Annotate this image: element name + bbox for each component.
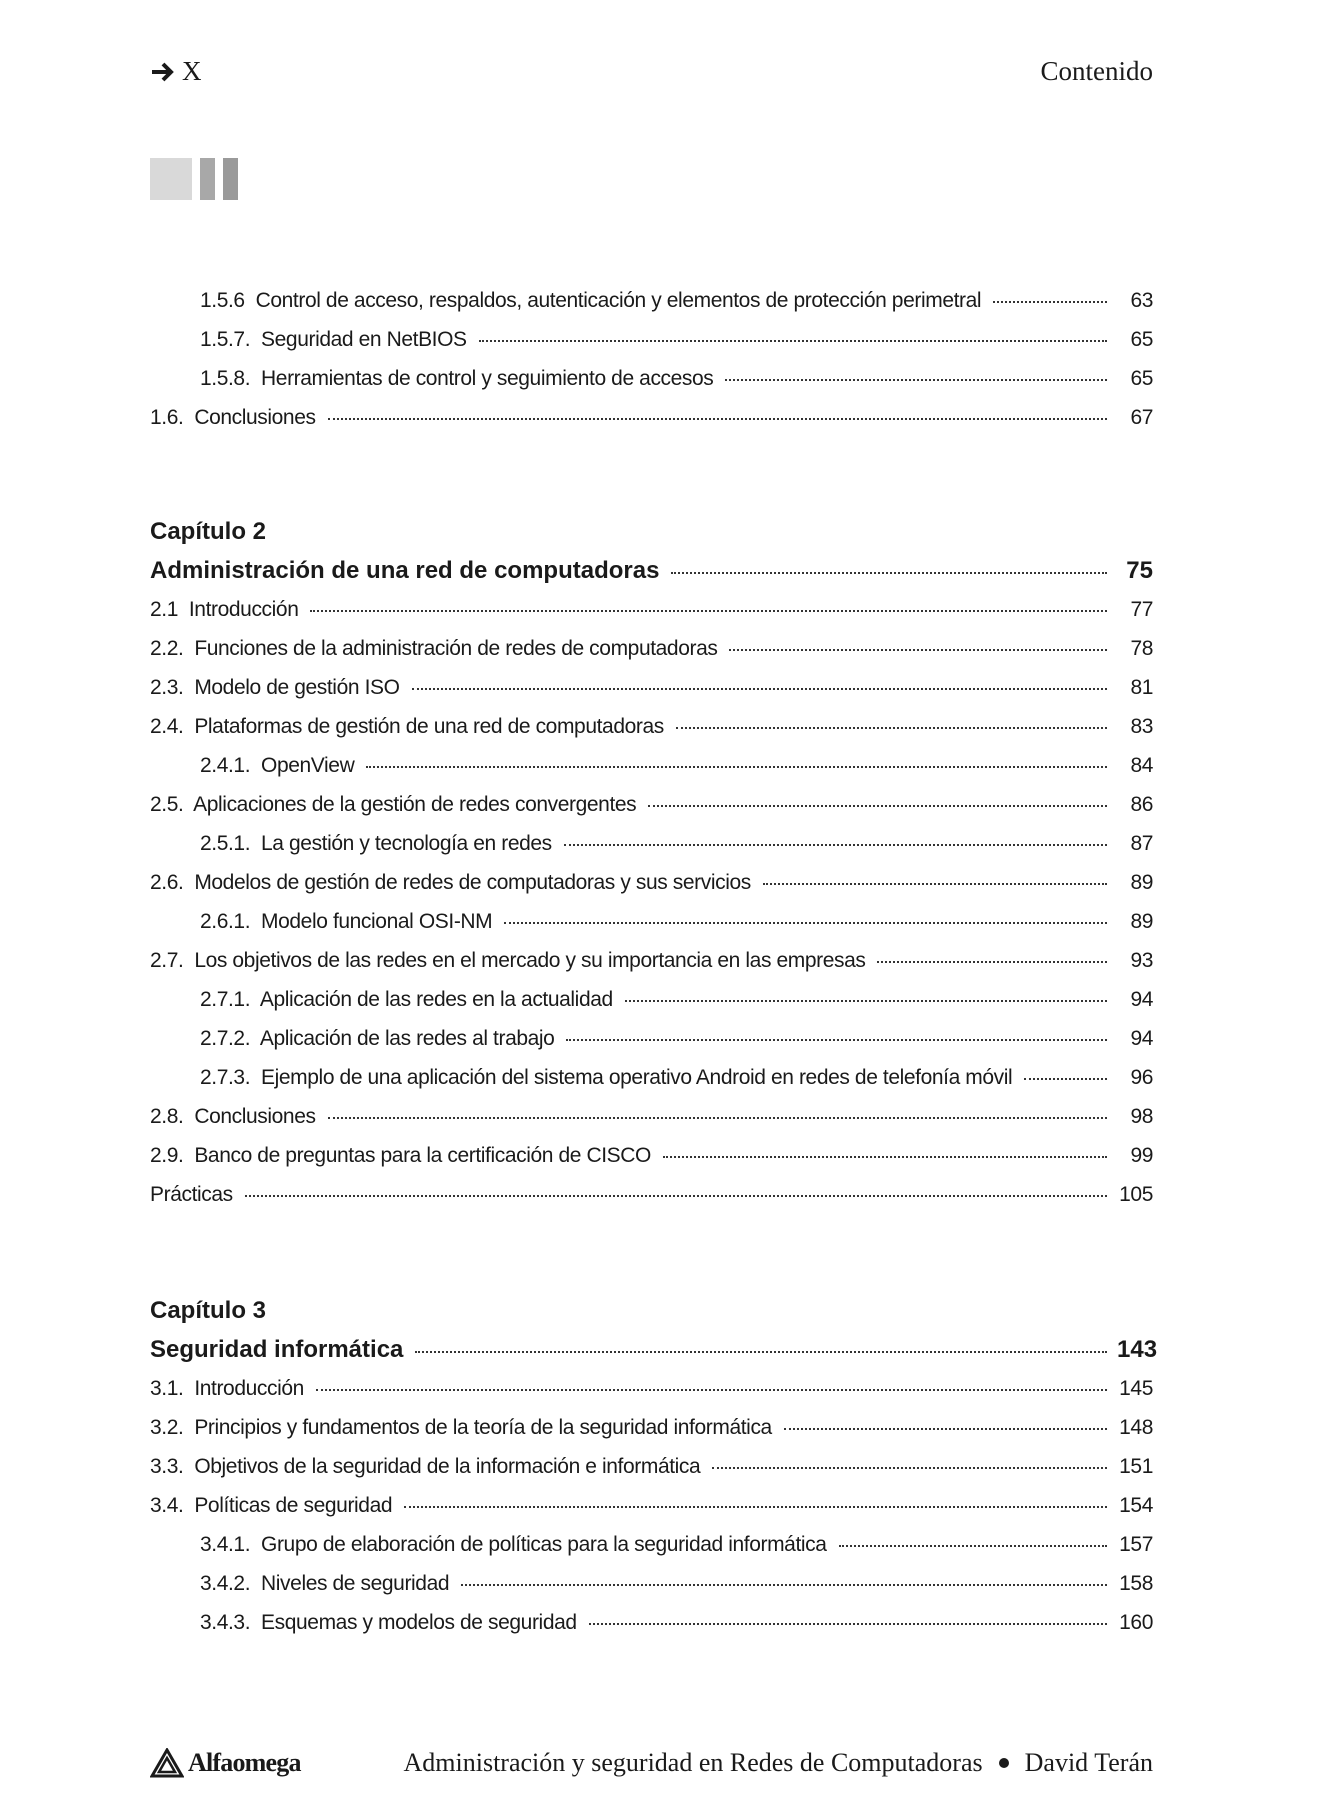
toc-entry-text: Plataformas de gestión de una red de computadoras [194, 715, 664, 738]
toc-continued-section [150, 281, 1153, 437]
toc-entry-title [150, 629, 717, 668]
toc-entry-text: Niveles de seguridad [261, 1572, 450, 1595]
toc-entry-text: Herramientas de control y seguimiento de accesos [261, 367, 714, 390]
toc-entry-number: 2.7.3. [200, 1066, 251, 1089]
toc-entry-number: 1.5.8. [200, 367, 251, 390]
toc-page-number: 75 [1126, 557, 1153, 584]
dot-leader [245, 1195, 1107, 1197]
dot-leader [366, 766, 1107, 768]
toc-entry [150, 320, 1153, 359]
toc-entry-title [150, 1330, 403, 1369]
page-footer [150, 1748, 1153, 1784]
toc-entry-title [150, 1408, 772, 1447]
toc-page-number: 81 [1130, 676, 1153, 699]
toc-entry-number: 2.5.1. [200, 832, 251, 855]
toc-entry-text: Banco de preguntas para la certificación de CISCO [194, 1144, 651, 1167]
toc-entry-text: OpenView [261, 754, 355, 777]
dot-leader [625, 1000, 1107, 1002]
toc-entry-title [200, 1019, 554, 1058]
publisher-logo [150, 1748, 301, 1778]
toc-page-number: 154 [1119, 1494, 1153, 1517]
dot-leader [328, 1117, 1107, 1119]
toc-page-number: 84 [1130, 754, 1153, 777]
toc-page-number: 94 [1130, 988, 1153, 1011]
toc-entry-number: 3.4.1. [200, 1533, 251, 1556]
dot-leader [504, 922, 1107, 924]
toc-entry-text: Modelos de gestión de redes de computadoras y sus servicios [194, 871, 751, 894]
toc-entry-number: 2.7.2. [200, 1027, 251, 1050]
toc-entry-title [150, 707, 664, 746]
page-header [150, 56, 1153, 96]
dot-leader [412, 688, 1107, 690]
toc-entry-text: Aplicaciones de la gestión de redes convergentes [193, 793, 637, 816]
arrow-right-icon [150, 61, 176, 83]
chapter-title-row [150, 1330, 1158, 1369]
toc-entry-number: 2.7.1. [200, 988, 251, 1011]
toc-entry-title [150, 398, 316, 437]
toc-entry [150, 980, 1153, 1019]
toc-entry-number: 3.4. [150, 1494, 184, 1517]
dot-leader [839, 1545, 1107, 1547]
toc-entry-number: 2.7. [150, 949, 184, 972]
toc-entry [150, 1097, 1153, 1136]
toc-entry-text: Introducción [188, 598, 299, 621]
toc-entry-title [150, 1369, 304, 1408]
toc-entry-text: Funciones de la administración de redes de computadoras [194, 637, 718, 660]
toc-entry-text: Conclusiones [194, 406, 316, 429]
toc-entry [150, 398, 1153, 437]
dot-leader [404, 1506, 1107, 1508]
toc-entry-text: Los objetivos de las redes en el mercado y su importancia en las empresas [194, 949, 866, 972]
dot-leader [566, 1039, 1107, 1041]
toc-page-number: 143 [1117, 1336, 1158, 1363]
dot-leader [663, 1156, 1107, 1158]
toc-entry [150, 1486, 1153, 1525]
book-title: Administración y seguridad en Redes de Computadoras [403, 1748, 983, 1777]
dot-leader [725, 379, 1107, 381]
toc-entry-title [150, 863, 751, 902]
toc-entry-number: 1.5.7. [200, 328, 251, 351]
toc-entry-title [150, 941, 865, 980]
toc-page-number: 96 [1130, 1066, 1153, 1089]
toc-entry-text: Conclusiones [194, 1105, 316, 1128]
toc-page-number: 94 [1130, 1027, 1153, 1050]
toc-page-number: 98 [1130, 1105, 1153, 1128]
dot-leader [648, 805, 1107, 807]
toc-chapter-3 [150, 1291, 1158, 1642]
toc-entry-title [150, 1447, 700, 1486]
toc-entry-title [150, 551, 659, 590]
toc-entry-title [150, 1136, 651, 1175]
toc-entry [150, 785, 1153, 824]
toc-entry-text: Control de acceso, respaldos, autenticación y elementos de protección perimetral [255, 289, 982, 312]
toc-entry-text: Seguridad en NetBIOS [261, 328, 467, 351]
toc-entry-title [150, 590, 298, 629]
toc-entry-title [150, 1486, 392, 1525]
toc-page-number: 93 [1130, 949, 1153, 972]
toc-page-number: 99 [1130, 1144, 1153, 1167]
dot-leader [763, 883, 1107, 885]
dot-leader [461, 1584, 1107, 1586]
toc-entry-title [200, 1525, 827, 1564]
dot-leader [712, 1467, 1107, 1469]
page-number-text: X [182, 56, 202, 86]
toc-entry [150, 863, 1153, 902]
toc-entry [150, 746, 1153, 785]
toc-entry-number: 1.5.6 [200, 289, 245, 312]
toc-entry-number: 2.4.1. [200, 754, 251, 777]
toc-entry-text: Políticas de seguridad [194, 1494, 393, 1517]
toc-entry-number: 1.6. [150, 406, 184, 429]
toc-entry-title [200, 824, 552, 863]
toc-chapter-2 [150, 512, 1153, 1214]
toc-page-number: 87 [1130, 832, 1153, 855]
toc-entry-number: 3.3. [150, 1455, 184, 1478]
dot-leader [479, 340, 1107, 342]
toc-entry-number: 3.2. [150, 1416, 184, 1439]
toc-entry-text: Principios y fundamentos de la teoría de la seguridad informática [194, 1416, 772, 1439]
toc-entry [150, 359, 1153, 398]
toc-entry [150, 941, 1153, 980]
toc-entry [150, 1019, 1153, 1058]
toc-page-number: 160 [1119, 1611, 1153, 1634]
dot-leader [877, 961, 1107, 963]
alfaomega-logo-icon [150, 1748, 184, 1778]
section-title: Contenido [1040, 56, 1153, 86]
toc-entry-text: Modelo funcional OSI-NM [261, 910, 493, 933]
toc-entry [150, 1175, 1153, 1214]
toc-entry-text: Aplicación de las redes al trabajo [259, 1027, 555, 1050]
toc-entry-title [150, 1097, 316, 1136]
toc-entry-title [200, 746, 354, 785]
toc-entry-title [200, 902, 492, 941]
footer-book-info [404, 1748, 1153, 1778]
toc-entry-number: 2.1 [150, 598, 178, 621]
toc-page-number: 65 [1130, 367, 1153, 390]
dot-leader [564, 844, 1107, 846]
toc-entry-number: 2.4. [150, 715, 184, 738]
toc-entry [150, 668, 1153, 707]
toc-entry-text: Ejemplo de una aplicación del sistema operativo Android en redes de telefonía móvil [261, 1066, 1013, 1089]
toc-entry-number: 3.4.2. [200, 1572, 251, 1595]
decorative-block [223, 158, 238, 200]
toc-entry [150, 1369, 1153, 1408]
toc-entry-title [200, 281, 981, 320]
dot-leader [784, 1428, 1107, 1430]
toc-page-number: 65 [1130, 328, 1153, 351]
chapter-title-row [150, 551, 1153, 590]
toc-entry [150, 590, 1153, 629]
dot-leader [589, 1623, 1107, 1625]
toc-entry [150, 1447, 1153, 1486]
toc-page-number: 63 [1130, 289, 1153, 312]
dot-leader [415, 1351, 1107, 1353]
toc-entry-text: Objetivos de la seguridad de la información e informática [194, 1455, 701, 1478]
dot-leader [671, 572, 1107, 574]
toc-entry-text: Prácticas [150, 1183, 233, 1206]
toc-entry-text: La gestión y tecnología en redes [261, 832, 552, 855]
decorative-block [200, 158, 215, 200]
toc-entry-text: Seguridad informática [150, 1336, 404, 1363]
toc-page-number: 148 [1119, 1416, 1153, 1439]
toc-entry-number: 2.8. [150, 1105, 184, 1128]
toc-entry [150, 902, 1153, 941]
publisher-name: Alfaomega [188, 1748, 301, 1777]
decorative-blocks [150, 158, 238, 200]
toc-entry [150, 1525, 1153, 1564]
toc-entry [150, 281, 1153, 320]
toc-page-number: 105 [1119, 1183, 1153, 1206]
toc-entry [150, 1136, 1153, 1175]
toc-page-number: 86 [1130, 793, 1153, 816]
toc-entry-number: 2.6. [150, 871, 184, 894]
toc-entry-number: 2.5. [150, 793, 184, 816]
toc-entry-number: 2.6.1. [200, 910, 251, 933]
chapter-label: Capítulo 3 [150, 1297, 267, 1324]
toc-entry-title [150, 785, 636, 824]
toc-page-number: 67 [1130, 406, 1153, 429]
toc-entry-number: 2.9. [150, 1144, 184, 1167]
toc-entry-title [200, 1564, 449, 1603]
dot-leader [676, 727, 1107, 729]
toc-entry-title [200, 1058, 1012, 1097]
toc-entry-number: 3.1. [150, 1377, 184, 1400]
toc-page-number: 151 [1119, 1455, 1153, 1478]
toc-entry [150, 824, 1153, 863]
toc-page-number: 77 [1130, 598, 1153, 621]
toc-page-number: 157 [1119, 1533, 1153, 1556]
dot-leader [316, 1389, 1107, 1391]
toc-entry [150, 1603, 1153, 1642]
toc-entry-number: 2.3. [150, 676, 184, 699]
toc-entry [150, 1408, 1153, 1447]
toc-entry [150, 629, 1153, 668]
toc-entry [150, 707, 1153, 746]
decorative-block [150, 158, 192, 200]
bullet-separator [999, 1758, 1009, 1768]
toc-entry-text: Aplicación de las redes en la actualidad [259, 988, 613, 1011]
toc-entry-text: Grupo de elaboración de políticas para la seguridad informática [261, 1533, 827, 1556]
toc-entry [150, 1058, 1153, 1097]
toc-entry-number: 3.4.3. [200, 1611, 251, 1634]
toc-page-number: 89 [1130, 910, 1153, 933]
chapter-label: Capítulo 2 [150, 518, 267, 545]
toc-entry-text: Esquemas y modelos de seguridad [261, 1611, 577, 1634]
toc-entry-title [200, 320, 467, 359]
toc-entry [150, 1564, 1153, 1603]
dot-leader [328, 418, 1107, 420]
toc-entry-title [150, 668, 400, 707]
page-number [150, 56, 202, 87]
toc-page-number: 158 [1119, 1572, 1153, 1595]
dot-leader [1024, 1078, 1107, 1080]
toc-page-number: 83 [1130, 715, 1153, 738]
toc-entry-text: Modelo de gestión ISO [194, 676, 400, 699]
dot-leader [310, 610, 1107, 612]
toc-entry-title [200, 980, 613, 1019]
dot-leader [993, 301, 1107, 303]
author: David Terán [1024, 1748, 1153, 1777]
toc-entry-title [200, 1603, 577, 1642]
toc-entry-title [200, 359, 713, 398]
toc-page-number: 78 [1130, 637, 1153, 660]
toc-entry-title [150, 1175, 233, 1214]
toc-entry-text: Administración de una red de computadoras [150, 557, 660, 584]
toc-entry-number: 2.2. [150, 637, 184, 660]
toc-page-number: 145 [1119, 1377, 1153, 1400]
toc-entry-text: Introducción [194, 1377, 304, 1400]
toc-page-number: 89 [1130, 871, 1153, 894]
dot-leader [729, 649, 1107, 651]
